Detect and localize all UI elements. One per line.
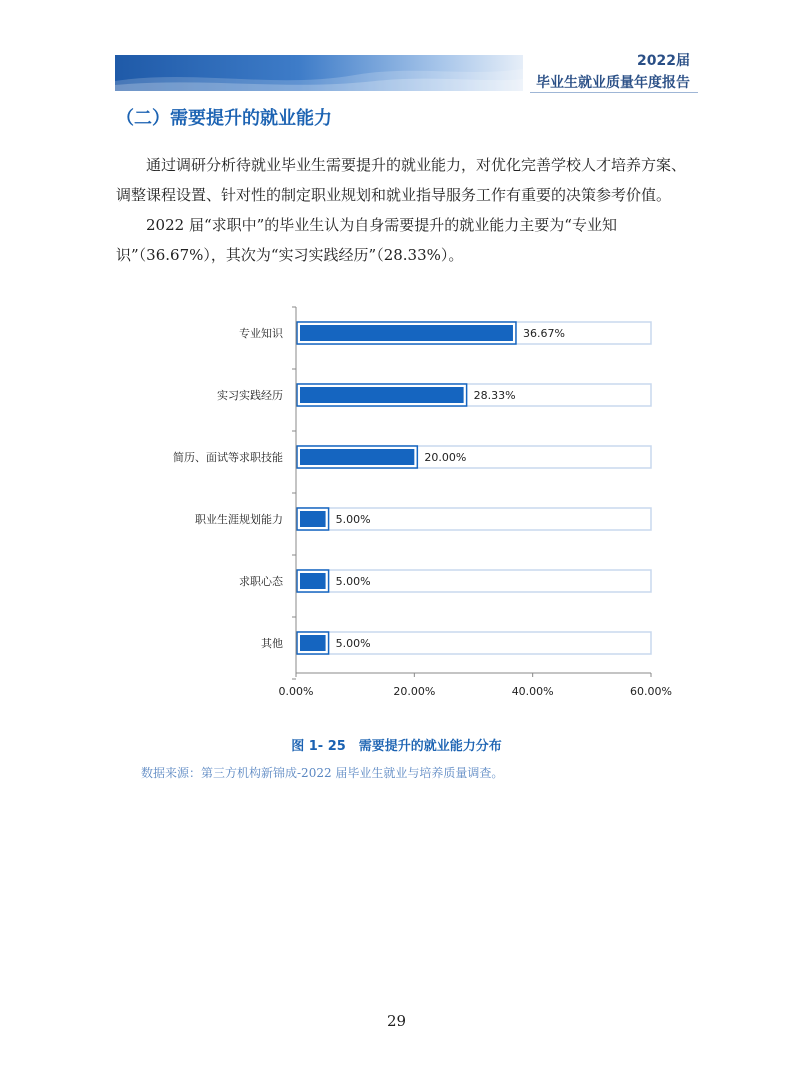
header-year: 2022届 <box>637 53 690 69</box>
category-label: 求职心态 <box>239 575 283 588</box>
bar <box>300 573 326 589</box>
category-label: 其他 <box>261 637 283 650</box>
bar <box>300 325 513 341</box>
bar-value-label: 5.00% <box>335 637 371 650</box>
bar-value-label: 28.33% <box>473 389 516 402</box>
x-tick-label: 20.00% <box>393 685 436 698</box>
x-tick-label: 60.00% <box>630 685 672 698</box>
x-tick-label: 40.00% <box>511 685 554 698</box>
category-label: 职业生涯规划能力 <box>195 513 283 526</box>
paragraph-2: 2022 届“求职中”的毕业生认为自身需要提升的就业能力主要为“专业知识”（36.67%），其次为“实习实践经历”（28.33%）。 <box>116 216 617 264</box>
header-report-title: 毕业生就业质量年度报告 <box>536 75 690 91</box>
category-label: 专业知识 <box>239 327 283 340</box>
x-tick-label: 0.00% <box>278 685 314 698</box>
bar <box>300 635 326 651</box>
bar-value-label: 20.00% <box>424 451 467 464</box>
bar <box>300 387 464 403</box>
bar <box>300 449 414 465</box>
page-number: 29 <box>386 1012 407 1030</box>
figure-caption: 图 1- 25 需要提升的就业能力分布 <box>291 739 502 754</box>
bar-value-label: 5.00% <box>335 575 371 588</box>
data-source-note: 数据来源：第三方机构新锦成-2022 届毕业生就业与培养质量调查。 <box>141 766 504 780</box>
category-label: 实习实践经历 <box>217 389 283 402</box>
section-title: （二）需要提升的就业能力 <box>116 108 332 129</box>
bar <box>300 511 326 527</box>
bar-value-label: 5.00% <box>335 513 371 526</box>
paragraph-1: 通过调研分析待就业毕业生需要提升的就业能力，对优化完善学校人才培养方案、调整课程设置、针对性的制定职业规划和就业指导服务工作有重要的决策参考价值。 <box>116 156 687 204</box>
category-label: 简历、面试等求职技能 <box>173 451 283 464</box>
bar-value-label: 36.67% <box>522 327 565 340</box>
